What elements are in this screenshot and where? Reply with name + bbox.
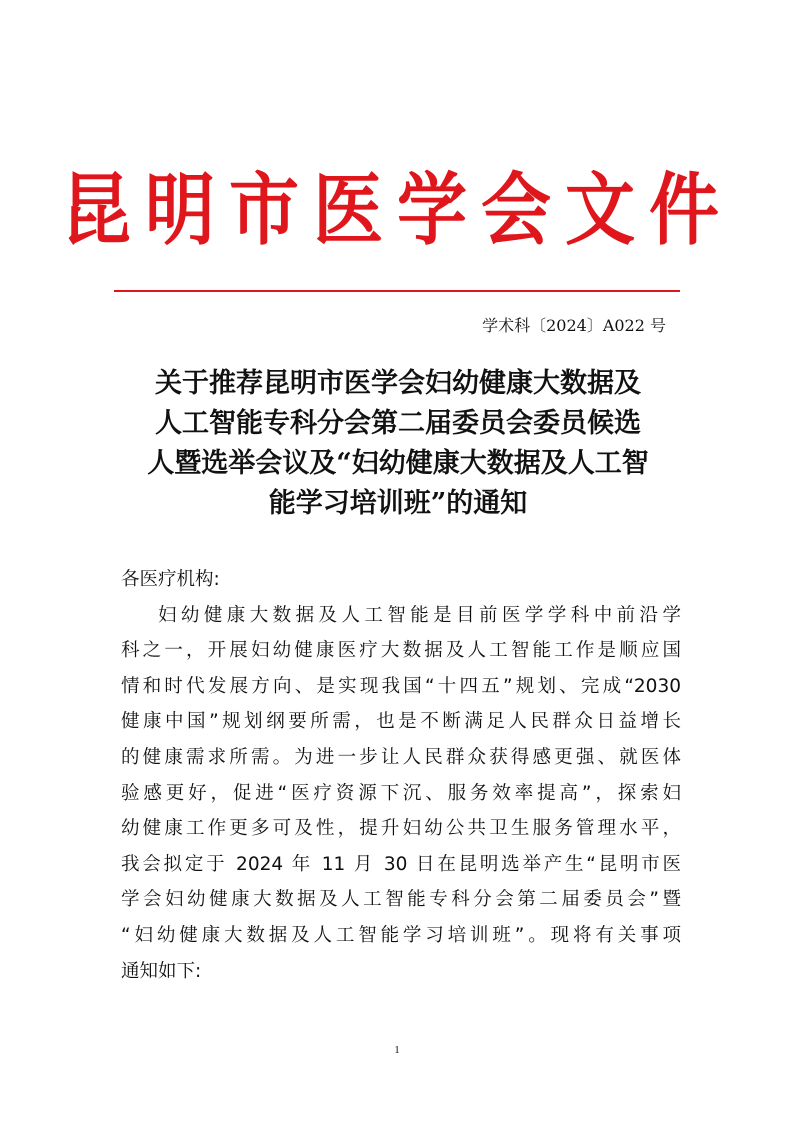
document-number: 学术科〔2024〕A022 号 bbox=[482, 316, 666, 335]
page-number: 1 bbox=[394, 1044, 400, 1056]
notice-body bbox=[121, 562, 681, 989]
body-line: 学会妇幼健康大数据及人工智能专科分会第二届委员会”暨 bbox=[121, 889, 681, 911]
title-line: 人工智能专科分会第二届委员会委员候选 bbox=[155, 408, 641, 439]
salutation: 各医疗机构: bbox=[121, 569, 220, 590]
title-line: 人暨选举会议及“妇幼健康大数据及人工智 bbox=[147, 448, 649, 479]
body-line: 妇幼健康大数据及人工智能是目前医学学科中前沿学 bbox=[158, 604, 681, 626]
red-divider-line bbox=[114, 290, 680, 292]
notice-title bbox=[120, 364, 676, 524]
body-line: 的健康需求所需。为进一步让人民群众获得感更强、就医体 bbox=[121, 746, 681, 768]
masthead-text: 昆明市医学会文件 bbox=[61, 162, 733, 256]
body-line: 我会拟定于 2024 年 11 月 30 日在昆明选举产生“昆明市医 bbox=[121, 853, 681, 875]
body-line: 科之一，开展妇幼健康医疗大数据及人工智能工作是顺应国 bbox=[121, 640, 681, 662]
body-line: 验感更好，促进“医疗资源下沉、服务效率提高”，探索妇 bbox=[121, 782, 681, 804]
body-line: 幼健康工作更多可及性，提升妇幼公共卫生服务管理水平， bbox=[121, 818, 681, 840]
body-line: 健康中国”规划纲要所需，也是不断满足人民群众日益增长 bbox=[121, 711, 681, 733]
body-line: 通知如下: bbox=[121, 960, 202, 982]
body-line: “妇幼健康大数据及人工智能学习培训班”。现将有关事项 bbox=[121, 924, 681, 946]
body-line: 情和时代发展方向、是实现我国“十四五”规划、完成“2030 bbox=[121, 675, 681, 697]
title-line: 关于推荐昆明市医学会妇幼健康大数据及 bbox=[155, 368, 641, 399]
masthead-title bbox=[0, 155, 794, 265]
title-line: 能学习培训班”的通知 bbox=[268, 488, 528, 519]
